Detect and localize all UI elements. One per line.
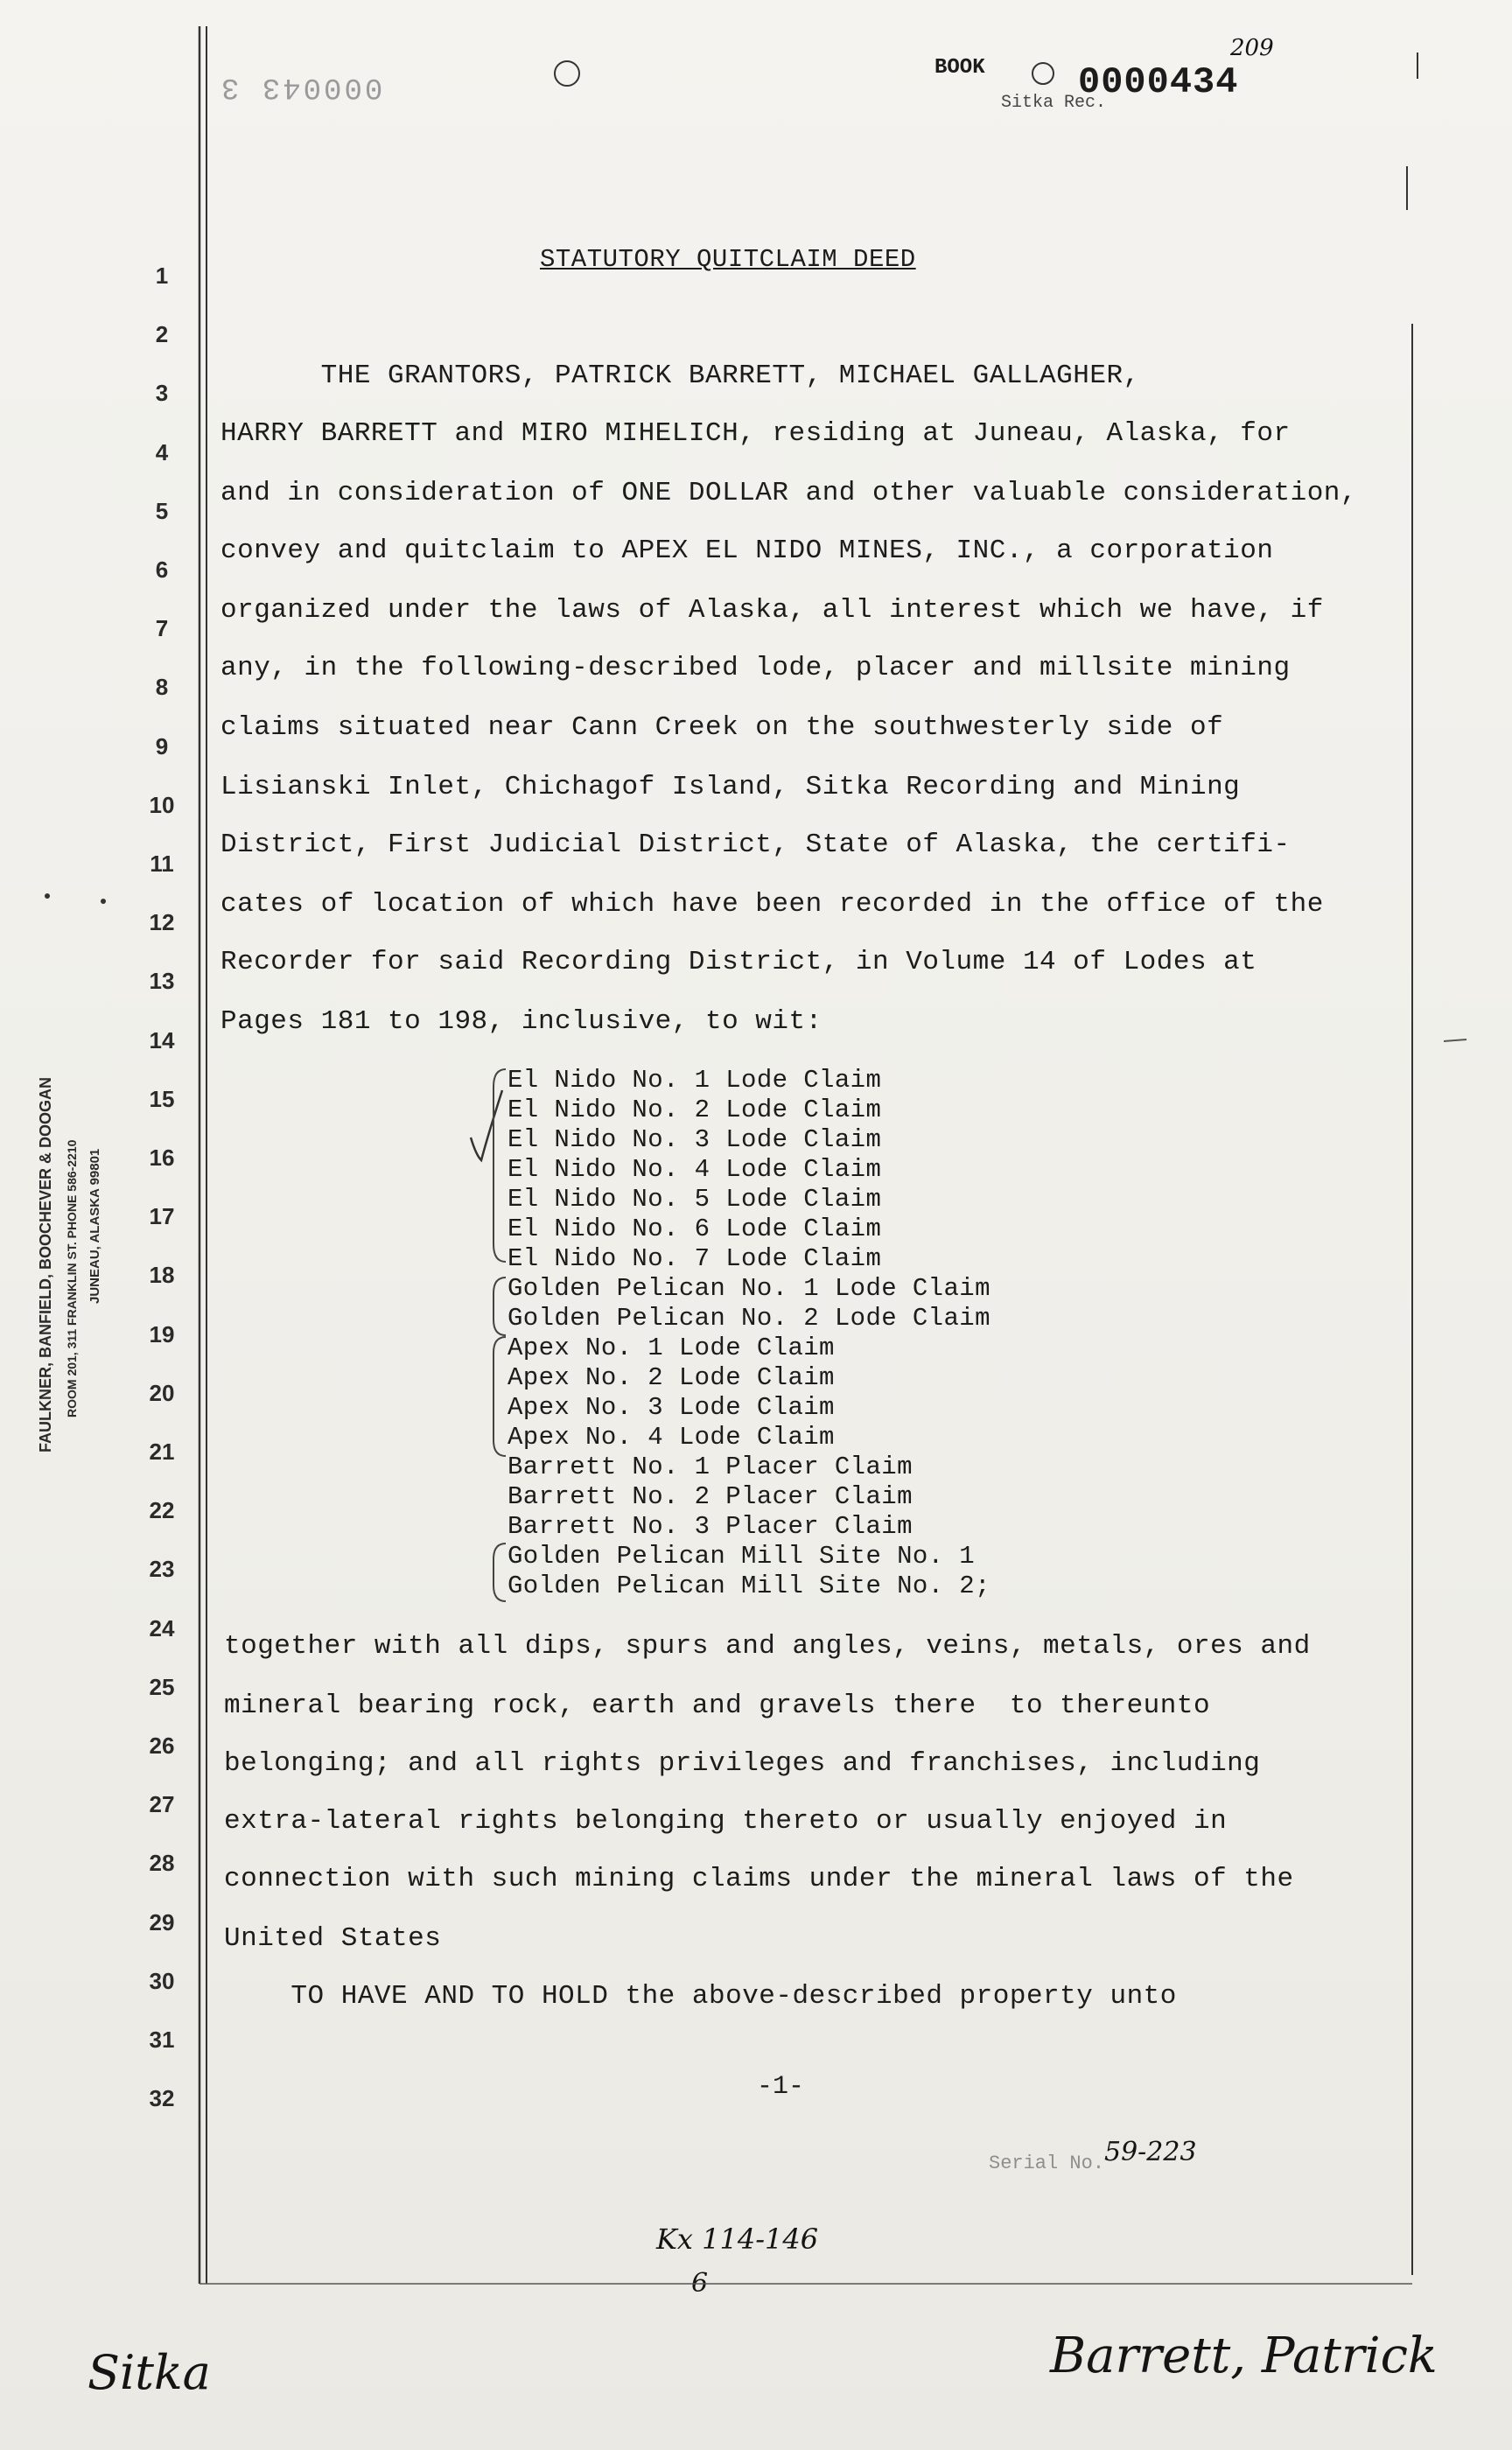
line-number: 2 [155, 321, 169, 347]
file-reference-sub-handwriting: 6 [691, 2268, 709, 2299]
line-number: 25 [149, 1674, 175, 1700]
line-number: 29 [149, 1909, 175, 1936]
body-line: together with all dips, spurs and angles, veins, metals, ores and [224, 1631, 1311, 1662]
claim-item: Barrett No. 3 Placer Claim [508, 1512, 913, 1541]
corner-number: 209 [1230, 35, 1274, 61]
line-number: 27 [149, 1791, 175, 1817]
line-number: 1 [155, 262, 169, 289]
line-number: 21 [149, 1438, 175, 1465]
line-number: 23 [149, 1556, 175, 1582]
book-label: BOOK [934, 56, 985, 80]
line-number: 30 [149, 1968, 175, 1994]
claim-item: Apex No. 3 Lode Claim [508, 1393, 835, 1422]
serial-stamp: Serial No. [989, 2152, 1105, 2174]
line-number: 10 [149, 792, 175, 818]
line-number: 4 [155, 439, 169, 466]
body-line: HARRY BARRETT and MIRO MIHELICH, residing at Juneau, Alaska, for [220, 418, 1291, 449]
body-line: extra-lateral rights belonging thereto or usually enjoyed in [224, 1806, 1228, 1837]
book-number: 0000434 [1078, 61, 1239, 103]
top-left-stamp-number: 000043 3 [219, 70, 383, 103]
body-line: District, First Judicial District, State of Alaska, the certifi- [220, 830, 1291, 860]
line-number: 14 [149, 1027, 175, 1054]
claim-item: Golden Pelican No. 1 Lode Claim [508, 1274, 990, 1303]
line-number: 11 [150, 850, 174, 877]
handwritten-name: Barrett, Patrick [1050, 2328, 1438, 2384]
claim-item: Barrett No. 1 Placer Claim [508, 1452, 913, 1481]
claim-item: El Nido No. 5 Lode Claim [508, 1185, 882, 1214]
body-line: United States [224, 1923, 442, 1954]
line-number: 17 [149, 1203, 175, 1229]
line-number: 13 [149, 968, 175, 994]
claim-item: El Nido No. 4 Lode Claim [508, 1155, 882, 1184]
line-number: 26 [149, 1732, 175, 1759]
page-number: -1- [757, 2072, 805, 2102]
body-line: and in consideration of ONE DOLLAR and other valuable consideration, [220, 478, 1358, 508]
line-number: 18 [149, 1262, 175, 1288]
claim-item: Golden Pelican Mill Site No. 1 [508, 1542, 976, 1571]
claim-item: El Nido No. 3 Lode Claim [508, 1125, 882, 1154]
line-number: 20 [149, 1380, 175, 1406]
recording-office-stamp: Sitka Rec. [1001, 93, 1107, 113]
body-line: connection with such mining claims under the mineral laws of the [224, 1864, 1294, 1894]
claim-item: El Nido No. 1 Lode Claim [508, 1066, 882, 1095]
line-number: 19 [149, 1321, 175, 1348]
claim-item: Apex No. 4 Lode Claim [508, 1423, 835, 1452]
line-number: 6 [155, 556, 169, 583]
line-number: 16 [149, 1144, 175, 1171]
line-number: 22 [149, 1497, 175, 1523]
line-number: 31 [149, 2026, 175, 2053]
line-number: 24 [149, 1615, 175, 1642]
firm-sidebar-city: JUNEAU, ALASKA 99801 [88, 1148, 102, 1304]
body-line: any, in the following-described lode, placer and millsite mining [220, 653, 1291, 683]
file-reference-handwriting: Kx 114-146 [656, 2222, 819, 2256]
line-number: 7 [155, 615, 169, 641]
line-number: 28 [149, 1850, 175, 1876]
document-title: STATUTORY QUITCLAIM DEED [540, 245, 916, 274]
body-line: cates of location of which have been recorded in the office of the [220, 889, 1324, 920]
body-line: claims situated near Cann Creek on the southwesterly side of [220, 712, 1224, 743]
claim-item: El Nido No. 7 Lode Claim [508, 1244, 882, 1273]
line-number: 12 [149, 909, 175, 935]
body-line: Lisianski Inlet, Chichagof Island, Sitka Recording and Mining [220, 772, 1241, 802]
body-line: convey and quitclaim to APEX EL NIDO MINES, INC., a corporation [220, 536, 1274, 566]
body-line: organized under the laws of Alaska, all interest which we have, if [220, 595, 1324, 626]
claim-item: El Nido No. 2 Lode Claim [508, 1096, 882, 1124]
body-line: THE GRANTORS, PATRICK BARRETT, MICHAEL GALLAGHER, [220, 360, 1140, 391]
claim-item: Golden Pelican Mill Site No. 2; [508, 1572, 990, 1600]
firm-sidebar-address: ROOM 201, 311 FRANKLIN ST. PHONE 586-2210 [65, 1139, 79, 1418]
line-number: 8 [155, 674, 169, 700]
body-line: TO HAVE AND TO HOLD the above-described property unto [224, 1981, 1177, 2012]
claim-item: Golden Pelican No. 2 Lode Claim [508, 1304, 990, 1333]
body-line: belonging; and all rights privileges and franchises, including [224, 1748, 1261, 1779]
line-number: 9 [155, 733, 169, 760]
line-number: 5 [155, 498, 169, 524]
line-number: 15 [149, 1086, 175, 1112]
body-line: Recorder for said Recording District, in Volume 14 of Lodes at [220, 947, 1257, 977]
handwritten-location: Sitka [88, 2345, 211, 2400]
body-line: mineral bearing rock, earth and gravels there to thereunto [224, 1690, 1211, 1721]
serial-handwritten: 59-223 [1104, 2137, 1197, 2167]
claim-item: Barrett No. 2 Placer Claim [508, 1482, 913, 1511]
line-number: 3 [155, 380, 169, 406]
body-line: Pages 181 to 198, inclusive, to wit: [220, 1006, 822, 1037]
claim-item: El Nido No. 6 Lode Claim [508, 1214, 882, 1243]
firm-sidebar-name: FAULKNER, BANFIELD, BOOCHEVER & DOOGAN [37, 1076, 54, 1452]
claim-item: Apex No. 1 Lode Claim [508, 1334, 835, 1362]
claim-item: Apex No. 2 Lode Claim [508, 1363, 835, 1392]
line-number: 32 [149, 2085, 175, 2111]
